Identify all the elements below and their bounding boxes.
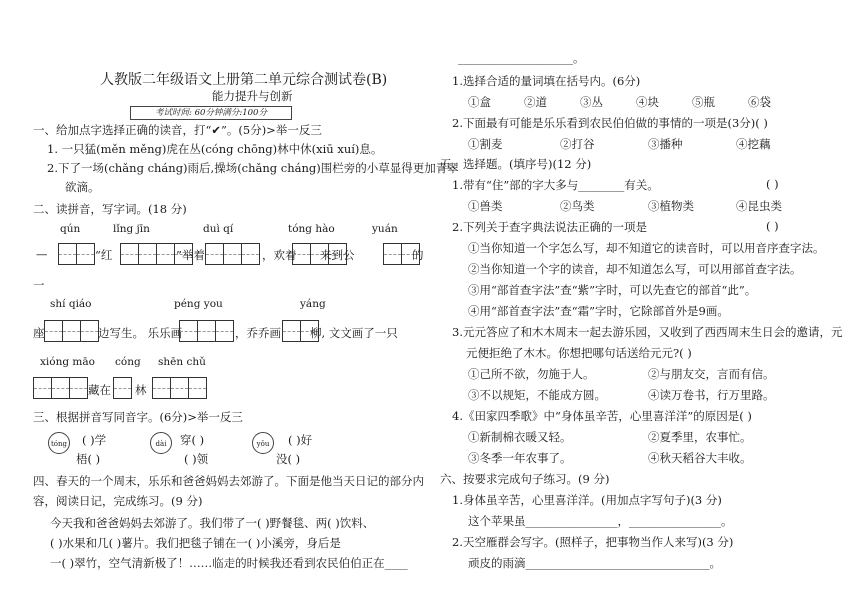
q5-item-1-opt-4: ④昆虫类 [736, 199, 782, 213]
q4-diary-4: ____________________。 [458, 51, 585, 65]
q2-text-3: ，欢着 [262, 248, 297, 262]
pinyin-qun: qún [60, 223, 81, 235]
q4-sub-1-opt-3: ③丛 [580, 95, 603, 109]
q5-item-2: 2.下列关于查字典法说法正确的一项是 [452, 220, 647, 234]
pinyin-circle-tong: tóng [48, 432, 70, 454]
q5-item-1: 1.带有“住”部的字大多与________有关。 [452, 178, 659, 192]
q4-sub-2-opt-3: ③播种 [648, 137, 683, 151]
q2-text-4: 来到公 [320, 248, 355, 262]
q6-item-1: 1.身体虽辛苦，心里喜洋洋。(用加点字写句子)(3 分) [452, 493, 722, 507]
write-box-shiqiao[interactable] [44, 320, 98, 342]
q5-item-3-opt-1: ①己所不欲，勿施于人。 [468, 367, 595, 381]
q4-diary-2: ( )水果和几( )薯片。我们把毯子铺在一( )小溪旁，身后是 [50, 536, 341, 550]
pinyin-duiqi: duì qí [203, 223, 234, 235]
q5-item-4-opt-2: ②夏季里，农事忙。 [648, 430, 752, 444]
pinyin-circle-you: yǒu [252, 432, 274, 454]
q4-sub-1-opt-2: ②道 [524, 95, 547, 109]
pinyin-shiqiao: shí qiáo [50, 298, 92, 310]
q3-blank-1c[interactable]: ( )好 [288, 433, 313, 447]
pinyin-shenchu: shēn chǔ [158, 356, 206, 368]
pinyin-lingjin: lǐng jīn [113, 223, 150, 235]
write-box-pengyou[interactable] [179, 320, 233, 342]
pinyin-pengyou: péng you [174, 298, 223, 310]
write-box-cong[interactable] [113, 377, 131, 399]
write-box-duiqi[interactable] [205, 243, 259, 265]
q6-item-2: 2.天空雁群会写字。(照样子，把事物当作人来写)(3 分) [452, 535, 734, 549]
pinyin-tonghao: tóng hào [288, 223, 335, 235]
q2-text-9: ，乔乔画 [235, 326, 281, 340]
q5-heading: 五、选择题。(填序号)(12 分) [440, 157, 592, 171]
q4-sub-1: 1.选择合适的量词填在括号内。(6分) [452, 74, 641, 88]
q3-heading: 三、根据拼音写同音字。(6分)>举一反三 [33, 410, 243, 424]
q1-item-2a: 2.下了一场(chǎng cháng)雨后,操场(chǎng cháng)围栏旁的小草显得更加青翠 [47, 161, 459, 175]
exam-info-box: 考试时间: 60分钟满分:100分 [130, 106, 292, 120]
write-box-qun[interactable] [58, 243, 94, 265]
q3-blank-2b[interactable]: ( )领 [184, 452, 209, 466]
q5-item-2-opt-2: ②当你知道一个字的读音，却不知道怎么写，可以用部首查字法。 [468, 262, 802, 276]
pinyin-circle-dai: dài [150, 432, 172, 454]
q2-text-7: 座 [33, 326, 45, 340]
q4-sub-2-opt-2: ②打谷 [560, 137, 595, 151]
q2-text-8: 边写生。 乐乐画 [98, 326, 183, 340]
q2-text-10: 柳, 文文画了一只 [310, 326, 398, 340]
write-box-xiongmao[interactable] [33, 377, 87, 399]
q6-heading: 六、按要求完成句子练习。(9 分) [440, 472, 610, 486]
q6-item-1-answer[interactable]: 这个苹果虽________________，________________。 [468, 514, 733, 528]
pinyin-yuan: yuán [372, 223, 398, 235]
q4-heading: 四、春天的一个周末，乐乐和爸爸妈妈去郊游了。下面是他当天日记的部分内 [33, 474, 424, 488]
q5-item-3b: 元便拒绝了木木。你想把哪句话送给元元?( ) [466, 346, 692, 360]
q1-item-1: 1. 一只猛(měn měng)虎在丛(cóng chōng)林中休(xiū xuí)息。 [47, 142, 383, 156]
pinyin-yang: yáng [300, 298, 326, 310]
q5-item-2-opt-4: ④用“部首查字法”查“霜”字时，它除部首外是9画。 [468, 304, 729, 318]
q3-blank-1b[interactable]: 穿( ) [180, 433, 205, 447]
pinyin-xiongmao: xióng māo [40, 356, 95, 368]
q2-heading: 二、读拼音，写字词。(18 分) [33, 202, 187, 216]
q5-item-1-opt-1: ①兽类 [468, 199, 503, 213]
q1-item-2b: 欲滴。 [65, 180, 100, 194]
q2-text-6: 一 [33, 278, 45, 292]
q2-text-1: “红 [95, 248, 113, 262]
q4-sub-1-opt-1: ①盒 [468, 95, 491, 109]
q5-item-1-opt-3: ③植物类 [648, 199, 694, 213]
q4-sub-2-opt-1: ①割麦 [468, 137, 503, 151]
q2-text-5: 的 [412, 248, 424, 262]
q4-sub-1-opt-4: ④块 [636, 95, 659, 109]
q4-diary-1: 今天我和爸爸妈妈去郊游了。我们带了一( )野餐毯、两( )饮料、 [50, 516, 375, 530]
q1-heading: 一、给加点字选择正确的读音，打“✔”。(5分)>举一反三 [33, 123, 322, 137]
q5-item-3a: 3.元元答应了和木木周末一起去游乐园，又收到了西西周末生日会的邀请，元 [452, 325, 843, 339]
q5-item-4-opt-3: ③冬季一年农事了。 [468, 451, 572, 465]
q5-item-1-opt-2: ②鸟类 [560, 199, 595, 213]
q2-text-11: 藏在 [88, 383, 111, 397]
q5-item-2-opt-1: ①当你知道一个字怎么写，却不知道它的读音时，可以用音序查字法。 [468, 241, 825, 255]
q4-sub-1-opt-5: ⑤瓶 [692, 95, 715, 109]
write-box-shenchu[interactable] [152, 377, 206, 399]
q5-item-2-answer[interactable]: ( ) [766, 219, 779, 233]
q4-heading-2: 容，阅读日记，完成练习。(9 分) [33, 494, 203, 508]
pinyin-cong: cóng [115, 356, 141, 368]
q4-sub-1-opt-6: ⑥袋 [748, 95, 771, 109]
q4-diary-3: 一( )翠竹，空气清新极了！……临走的时候我还看到农民伯伯正在____ [50, 556, 408, 570]
q5-item-3-opt-2: ②与朋友交，言而有信。 [648, 367, 775, 381]
q4-sub-2: 2.下面最有可能是乐乐看到农民伯伯做的事情的一项是(3分)( ) [452, 116, 768, 130]
q2-text-12: 林 [135, 383, 147, 397]
q5-item-4-opt-1: ①新制棉衣暖又轻。 [468, 430, 572, 444]
q3-blank-2c[interactable]: 没( ) [276, 452, 301, 466]
q2-text-2: ”举着 [176, 248, 205, 262]
q5-item-2-opt-3: ③用“部首查字法”查“紫”字时，可以先查它的部首“此”。 [468, 283, 757, 297]
page-title: 人教版二年级语文上册第二单元综合测试卷(B) [100, 72, 388, 88]
page-subtitle: 能力提升与创新 [212, 89, 293, 103]
q3-blank-1a[interactable]: ( )学 [82, 433, 107, 447]
q5-item-3-opt-3: ③不以规矩，不能成方圆。 [468, 388, 606, 402]
dash-lead: — [36, 247, 48, 261]
q4-sub-2-opt-4: ④挖藕 [736, 137, 771, 151]
q5-item-4-opt-4: ④秋天稻谷大丰收。 [648, 451, 752, 465]
q5-item-1-answer[interactable]: ( ) [766, 177, 779, 191]
q3-blank-2a[interactable]: 梧( ) [76, 452, 101, 466]
q6-item-2-answer[interactable]: 顽皮的雨滴________________________________。 [468, 556, 721, 570]
q5-item-4: 4.《田家四季歌》中“身体虽辛苦，心里喜洋洋”的原因是( ) [452, 409, 752, 423]
q5-item-3-opt-4: ④读万卷书，行万里路。 [648, 388, 775, 402]
